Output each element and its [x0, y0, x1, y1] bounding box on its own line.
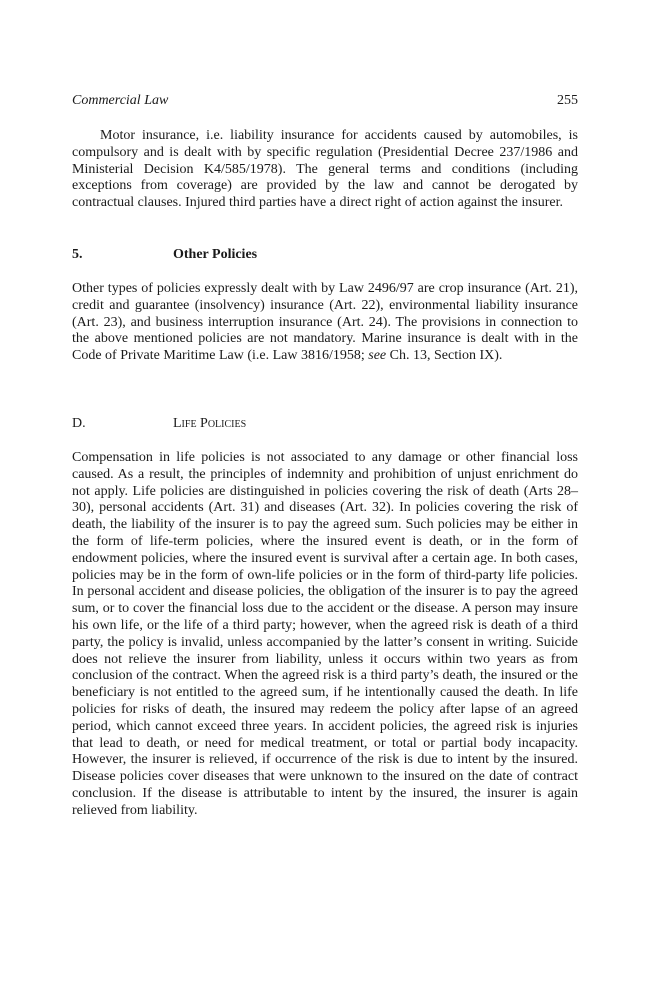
running-title: Commercial Law	[72, 93, 169, 108]
running-header	[72, 92, 578, 110]
paragraph-motor-insurance: Motor insurance, i.e. liability insurance for accidents caused by automobiles, is compulsory and is dealt with by specific regulation (Presidential Decree 237/1986 and Ministerial Decision K4/585/1978). The general terms and conditions (including exceptions from coverage) are provided by the law and cannot be derogated by contractual clauses. Injured third parties have a direct right of action against the insurer.	[72, 128, 578, 211]
section-heading	[72, 246, 578, 264]
page-number: 255	[557, 93, 578, 108]
see-reference: see	[368, 348, 387, 364]
paragraph-other-policies	[72, 281, 578, 365]
part-heading	[72, 415, 578, 433]
part-title: Life Policies	[173, 416, 247, 431]
other-policies-text-end: Ch. 13, Section IX).	[386, 348, 503, 364]
section-title: Other Policies	[173, 247, 258, 262]
other-policies-text-start: Other types of policies expressly dealt with by Law 2496/97 are crop insurance (Art. 21), credit and guarantee (insolvency) insurance (Art. 22), environmental liability insurance (Art. 23), and business interruption insurance (Art. 24). The provisions in connection to the above mentioned policies are not mandatory. Marine insurance is dealt with in the Code of Private Maritime Law (i.e. Law 3816/1958;	[72, 281, 578, 364]
paragraph-life-policies: Compensation in life policies is not associated to any damage or other financial loss caused. As a result, the principles of indemnity and prohibition of unjust enrichment do not apply. Life policies are distinguished in policies covering the risk of death (Arts 28–30), personal accidents (Art. 31) and diseases (Art. 32). In policies covering the risk of death, the liability of the insurer is to pay the agreed sum. Such policies may be either in the form of life-term policies, where the insured event is death, or in the form of endowment policies, where the insured event is survival after a certain age. In both cases, policies may be in the form of own-life policies or in the form of third-party life policies. In personal accident and disease policies, the obligation of the insurer is to pay the agreed sum, or to cover the financial loss due to the accident or the disease. A person may insure his own life, or the life of a third party; however, when the agreed risk is death of a third party, the policy is invalid, unless accompanied by the latter’s consent in writing. Suicide does not relieve the insurer from liability, unless it occurs within two years as from conclusion of the contract. When the agreed risk is a third party’s death, the insured or the beneficiary is not entitled to the agreed sum, if he intentionally caused the death. In life policies for risks of death, the insured may redeem the policy after lapse of an agreed period, which cannot exceed three years. In accident policies, the agreed risk is injuries that lead to death, or need for medical treatment, or total or partial body incapacity. However, the insurer is relieved, if occurrence of the risk is due to intent by the insured. Disease policies cover diseases that were unknown to the insured on the date of contract conclusion. If the disease is attributable to intent by the insured, the insurer is again relieved from liability.	[72, 450, 578, 818]
section-number: 5.	[72, 247, 83, 262]
part-letter: D.	[72, 416, 86, 431]
